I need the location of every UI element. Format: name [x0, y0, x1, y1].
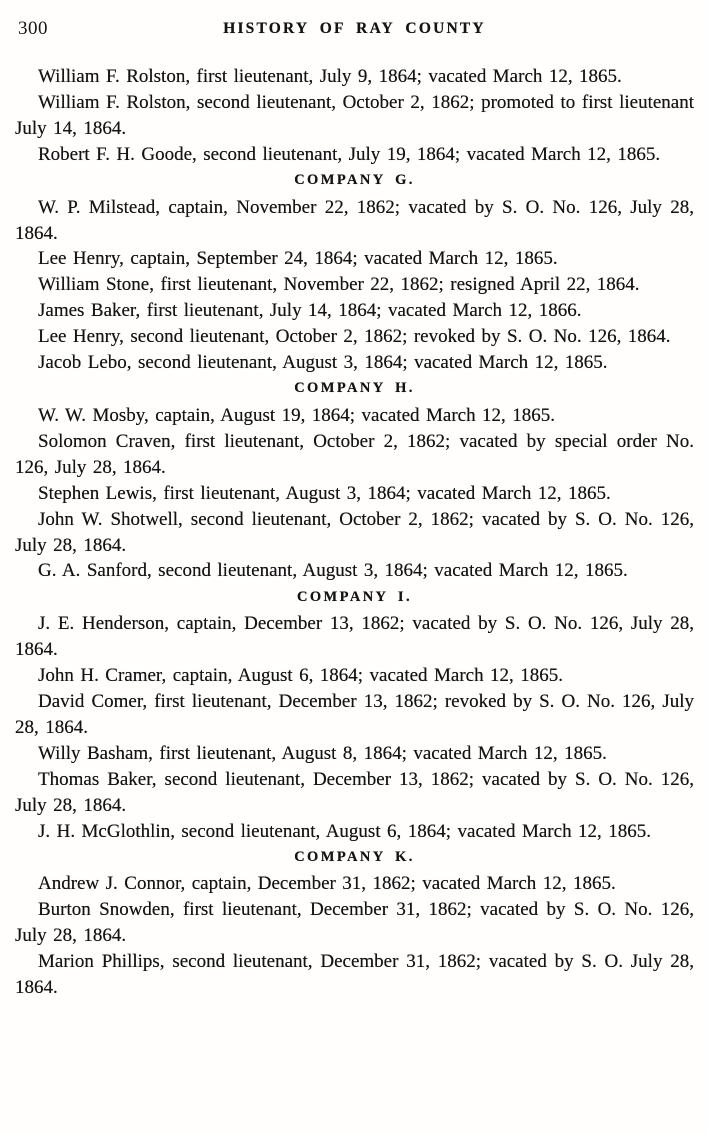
section-heading: COMPANY G. — [294, 172, 415, 189]
section-continued — [15, 64, 694, 168]
section-heading: COMPANY H. — [294, 380, 415, 397]
entry-paragraph: J. E. Henderson, captain, December 13, 1862; vacated by S. O. No. 126, July 28, 1864. — [15, 613, 694, 661]
entry-paragraph: Lee Henry, second lieutenant, October 2, 1862; revoked by S. O. No. 126, 1864. — [38, 326, 671, 348]
entry-paragraph: William Stone, first lieutenant, November 22, 1862; resigned April 22, 1864. — [38, 274, 640, 296]
entry-paragraph: Burton Snowden, first lieutenant, December 31, 1862; vacated by S. O. No. 126, July 28, 1864. — [15, 899, 694, 947]
entry-paragraph: G. A. Sanford, second lieutenant, August 3, 1864; vacated March 12, 1865. — [38, 560, 628, 582]
entry-paragraph: Andrew J. Connor, captain, December 31, 1862; vacated March 12, 1865. — [38, 873, 616, 895]
section-company-g — [15, 168, 694, 376]
entry-paragraph: J. H. McGlothlin, second lieutenant, August 6, 1864; vacated March 12, 1865. — [38, 820, 651, 842]
entry-paragraph: William F. Rolston, first lieutenant, July 9, 1864; vacated March 12, 1865. — [38, 66, 622, 87]
entry-paragraph: Solomon Craven, first lieutenant, October 2, 1862; vacated by special order No. 126, July 28, 1864. — [15, 430, 694, 478]
section-company-h — [15, 376, 694, 584]
section-company-i — [15, 585, 694, 845]
entry-paragraph: Jacob Lebo, second lieutenant, August 3, 1864; vacated March 12, 1865. — [38, 352, 608, 374]
entry-paragraph: Stephen Lewis, first lieutenant, August 3, 1864; vacated March 12, 1865. — [38, 482, 611, 504]
entry-paragraph: William F. Rolston, second lieutenant, October 2, 1862; promoted to first lieutenant July 14, 1864. — [15, 91, 694, 139]
entry-paragraph: James Baker, first lieutenant, July 14, 1864; vacated March 12, 1866. — [38, 300, 582, 322]
entry-paragraph: W. P. Milstead, captain, November 22, 1862; vacated by S. O. No. 126, July 28, 1864. — [15, 196, 694, 244]
entry-paragraph: Marion Phillips, second lieutenant, December 31, 1862; vacated by S. O. July 28, 1864. — [15, 951, 694, 999]
section-heading: COMPANY K. — [294, 848, 415, 865]
entry-paragraph: Willy Basham, first lieutenant, August 8, 1864; vacated March 12, 1865. — [38, 742, 607, 764]
page-number: 300 — [18, 18, 48, 39]
entry-paragraph: Thomas Baker, second lieutenant, December 13, 1862; vacated by S. O. No. 126, July 28, 1864. — [15, 768, 694, 816]
entry-paragraph: John W. Shotwell, second lieutenant, October 2, 1862; vacated by S. O. No. 126, July 28, 1864. — [15, 508, 694, 556]
section-company-k — [15, 845, 694, 1001]
section-heading: COMPANY I. — [297, 588, 412, 605]
entry-paragraph: Robert F. H. Goode, second lieutenant, July 19, 1864; vacated March 12, 1865. — [38, 143, 661, 165]
entry-paragraph: John H. Cramer, captain, August 6, 1864; vacated March 12, 1865. — [38, 665, 564, 687]
running-header: HISTORY OF RAY COUNTY — [223, 20, 486, 37]
page-header — [15, 18, 694, 44]
entry-paragraph: David Comer, first lieutenant, December 13, 1862; revoked by S. O. No. 126, July 28, 1864. — [15, 691, 694, 738]
entry-paragraph: W. W. Mosby, captain, August 19, 1864; vacated March 12, 1865. — [38, 404, 556, 426]
entry-paragraph: Lee Henry, captain, September 24, 1864; vacated March 12, 1865. — [38, 248, 558, 270]
